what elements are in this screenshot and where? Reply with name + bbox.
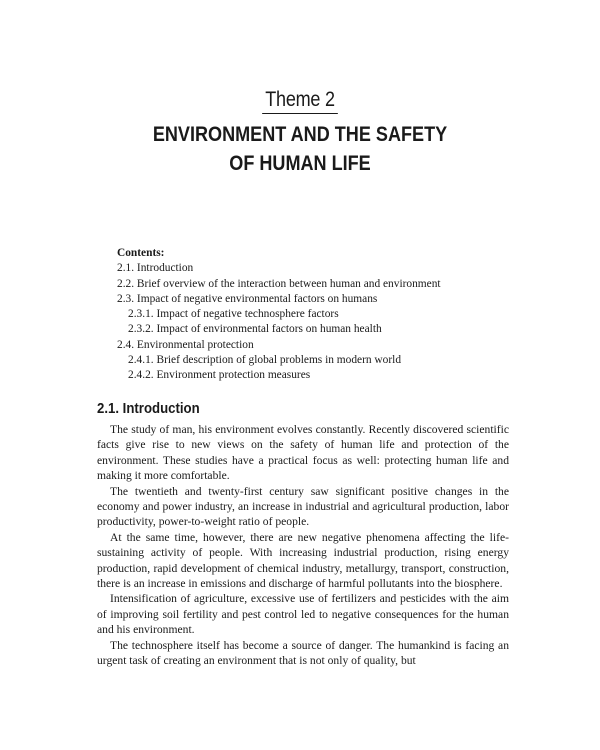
contents-heading: Contents: [117,247,165,259]
page-title-line2: OF HUMAN LIFE [229,152,371,175]
contents-item-2-2: 2.2. Brief overview of the interaction between human and environment [117,277,441,290]
page-title-line1: ENVIRONMENT AND THE SAFETY [152,123,448,146]
contents-item-2-1: 2.1. Introduction [117,262,194,275]
page-title [42,120,558,178]
contents-item-2-3-1: 2.3.1. Impact of negative technosphere factors [128,308,339,321]
body-paragraph: The twentieth and twenty-first century saw significant positive changes in the economy and power industry, an increase in industrial and agricultural production, labor productivity, power-to-weight ratio of people. [97,484,509,529]
contents-item-2-4: 2.4. Environmental protection [117,338,254,351]
contents-item-2-4-2: 2.4.2. Environment protection measures [128,369,311,382]
section-heading: 2.1. Introduction [97,400,200,417]
section-body [97,422,509,669]
body-paragraph: The technosphere itself has become a source of danger. The humankind is facing an urgent task of creating an environment that is not only of quality, but [97,638,509,668]
table-of-contents [117,246,537,384]
contents-item-2-4-1: 2.4.1. Brief description of global problems in modern world [128,354,402,367]
body-paragraph: The study of man, his environment evolves constantly. Recently discovered scientific facts give rise to new views on the safety of human life and protection of the environment. These studies have a practical focus as well: protecting human life and making it more comfortable. [97,423,509,483]
contents-item-2-3-2: 2.3.2. Impact of environmental factors on human health [128,323,382,336]
body-paragraph: Intensification of agriculture, excessive use of fertilizers and pesticides with the aim of improving soil fertility and pest control led to negative consequences for the human and his environment. [97,592,509,637]
theme-label [42,88,558,114]
body-paragraph: At the same time, however, there are new negative phenomena affecting the life-sustaining activity of people. With increasing industrial production, rising energy production, rapid development of chemical industry, metallurgy, transport, construction, there is an increase in emissions and discharge of harmful pollutants into the biosphere. [97,530,509,591]
theme-label-text: Theme 2 [262,88,338,114]
contents-item-2-3: 2.3. Impact of negative environmental factors on humans [117,292,378,305]
